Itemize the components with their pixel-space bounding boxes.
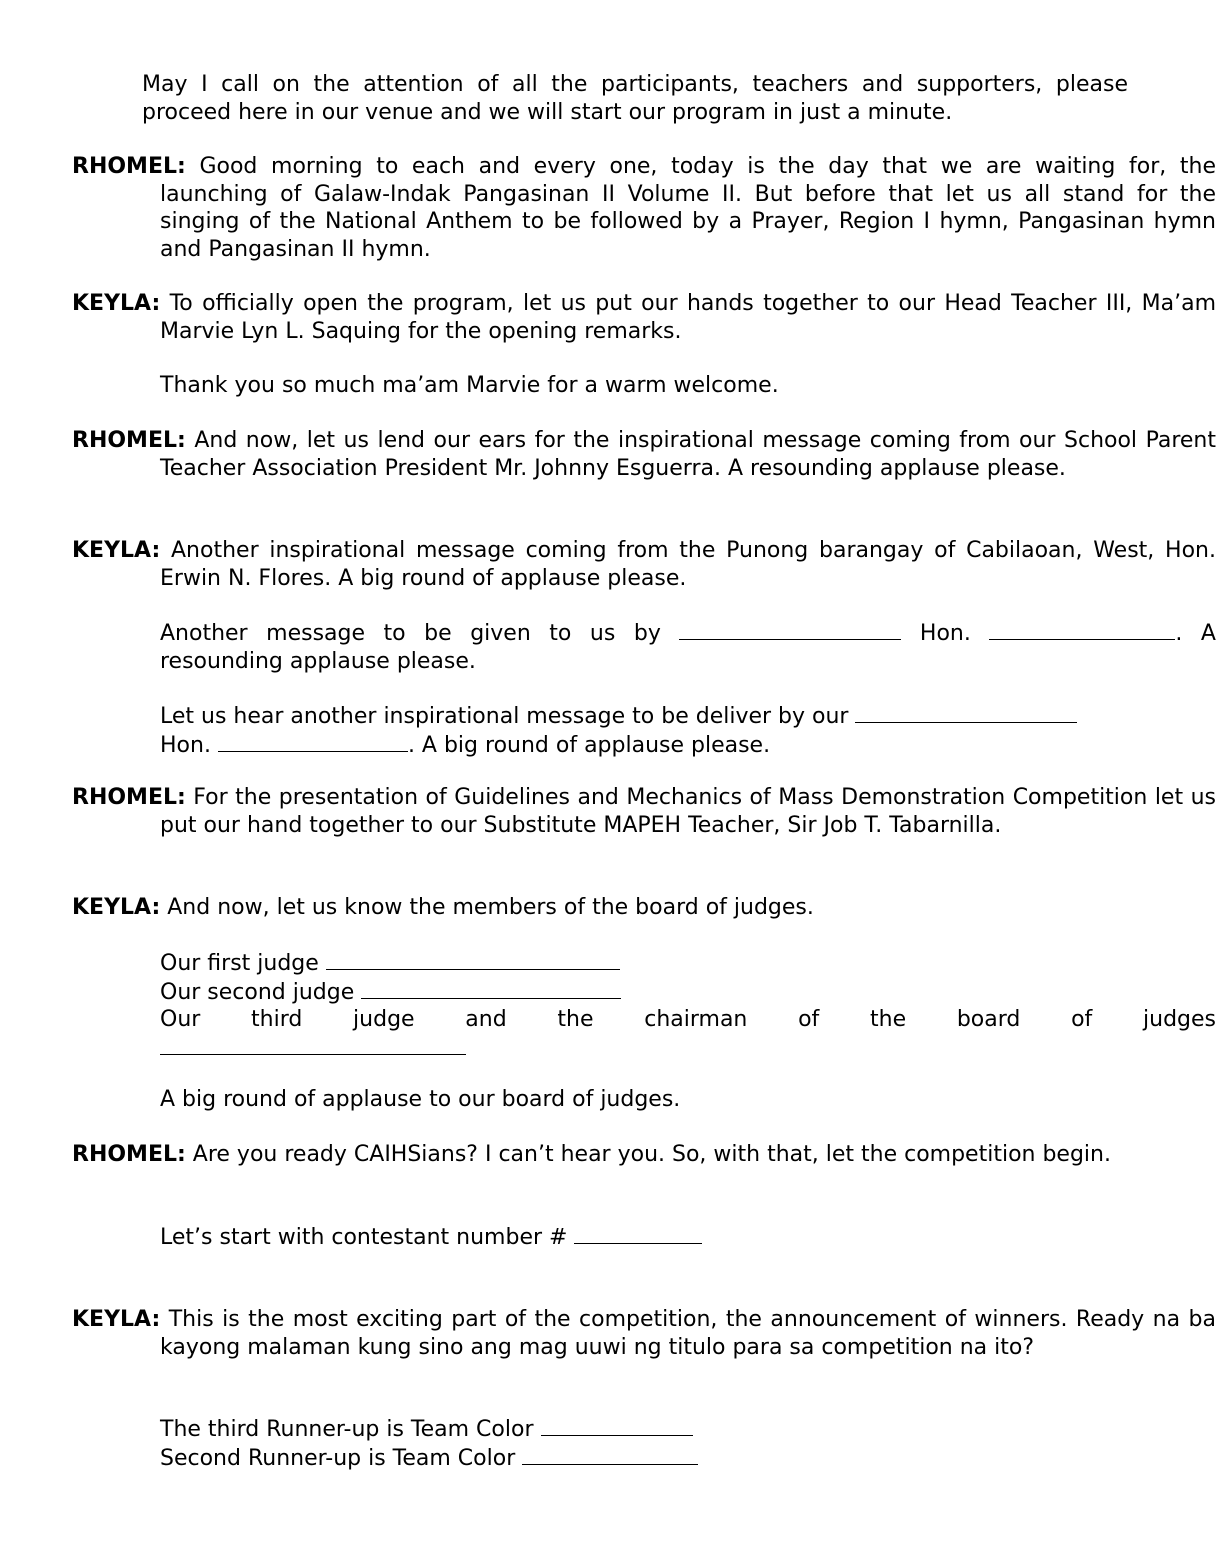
rhomel-opening-paragraph <box>72 153 1216 263</box>
dialogue-text: To officially open the program, let us put our hands together to our Head Teacher III, Ma’am Marvie Lyn L. Saquing for the opening remarks. <box>160 291 1216 344</box>
keyla-judges-paragraph <box>72 894 1216 922</box>
intro-paragraph <box>72 71 1128 126</box>
dialogue-text: Let us hear another inspirational message to be deliver by our <box>160 704 856 729</box>
dialogue-text: And now, let us lend our ears for the inspirational message coming from our School Parent Teacher Association President Mr. Johnny Esguerra. A resounding applause please. <box>160 428 1216 481</box>
dialogue-text: A big round of applause to our board of judges. <box>160 1087 681 1112</box>
dialogue-text: Another inspirational message coming from the Punong barangay of Cabilaoan, West, Hon. Erwin N. Flores. A big round of applause please. <box>160 538 1216 591</box>
blank-line <box>326 949 620 970</box>
blank-line <box>679 619 901 640</box>
speaker-label: KEYLA: <box>72 291 161 316</box>
keyla-barangay-message-paragraph <box>72 537 1216 592</box>
dialogue-text: Hon. <box>901 621 990 646</box>
judge-label: Our third judge and the chairman of the board of judges <box>160 1007 1216 1032</box>
blank-line <box>160 1034 466 1055</box>
speaker-label: RHOMEL: <box>72 785 186 810</box>
dialogue-text: Good morning to each and every one, today is the day that we are waiting for, the launching of Galaw-Indak Pangasinan II Volume II. But before that let us all stand for the singing of the National Anthem to be followed by a Prayer, Region I hymn, Pangasinan hymn and Pangasinan II hymn. <box>160 154 1216 262</box>
blank-line <box>522 1444 698 1465</box>
dialogue-text: Are you ready CAIHSians? I can’t hear you. So, with that, let the competition begin. <box>185 1142 1111 1167</box>
judge-label: Our first judge <box>160 951 326 976</box>
contestant-number-paragraph <box>72 1223 1216 1252</box>
judges-applause-paragraph <box>72 1086 1216 1114</box>
judge-item <box>160 1006 1216 1034</box>
dialogue-text: Hon. <box>160 732 218 758</box>
dialogue-text: This is the most exciting part of the competition, the announcement of winners. Ready na ba kayong malaman kung sino ang mag uuwi ng titulo para sa competition na ito? <box>160 1307 1216 1360</box>
blank-line <box>574 1223 702 1244</box>
speaker-label: KEYLA: <box>72 538 161 563</box>
speaker-label: RHOMEL: <box>72 154 186 179</box>
speaker-label: RHOMEL: <box>72 428 186 453</box>
keyla-opening-remarks-paragraph <box>72 290 1216 345</box>
another-message-paragraph <box>72 619 1216 675</box>
blank-line <box>361 978 621 999</box>
speaker-label: RHOMEL: <box>72 1142 186 1167</box>
winner-item <box>160 1444 1216 1473</box>
dialogue-text: Thank you so much ma’am Marvie for a warm welcome. <box>160 373 779 398</box>
keyla-winners-paragraph <box>72 1306 1216 1361</box>
judge-label: Our second judge <box>160 979 362 1005</box>
intro-text: May I call on the attention of all the participants, teachers and supporters, please proceed here in our venue and we will start our program in just a minute. <box>142 72 1128 125</box>
winner-label: Second Runner-up is Team Color <box>160 1445 523 1471</box>
dialogue-text: Let’s start with contestant number # <box>160 1225 575 1250</box>
blank-line <box>218 731 408 752</box>
dialogue-text: . A resounding applause please. <box>160 621 1216 674</box>
dialogue-text: And now, let us know the members of the board of judges. <box>160 895 814 920</box>
rhomel-pta-message-paragraph <box>72 427 1216 482</box>
blank-line <box>855 702 1077 723</box>
another-inspirational-paragraph <box>72 702 1216 759</box>
dialogue-text: For the presentation of Guidelines and Mechanics of Mass Demonstration Competition let us put our hand together to our Substitute MAPEH Teacher, Sir Job T. Tabarnilla. <box>160 785 1216 838</box>
dialogue-text: . A big round of applause please. <box>407 732 771 758</box>
winner-item <box>160 1415 1216 1444</box>
speaker-label: KEYLA: <box>72 895 161 920</box>
winners-list <box>72 1415 1216 1472</box>
rhomel-guidelines-paragraph <box>72 784 1216 839</box>
thank-you-paragraph <box>72 372 1216 400</box>
winner-label: The third Runner-up is Team Color <box>160 1417 541 1442</box>
judge-item <box>160 978 1216 1007</box>
judges-list <box>72 949 1216 1062</box>
dialogue-text: Another message to be given to us by <box>160 621 680 646</box>
rhomel-competition-paragraph <box>72 1141 1216 1169</box>
blank-line <box>989 619 1175 640</box>
speaker-label: KEYLA: <box>72 1307 161 1332</box>
judge-item <box>160 1034 1216 1063</box>
blank-line <box>541 1415 693 1436</box>
judge-item <box>160 949 1216 978</box>
